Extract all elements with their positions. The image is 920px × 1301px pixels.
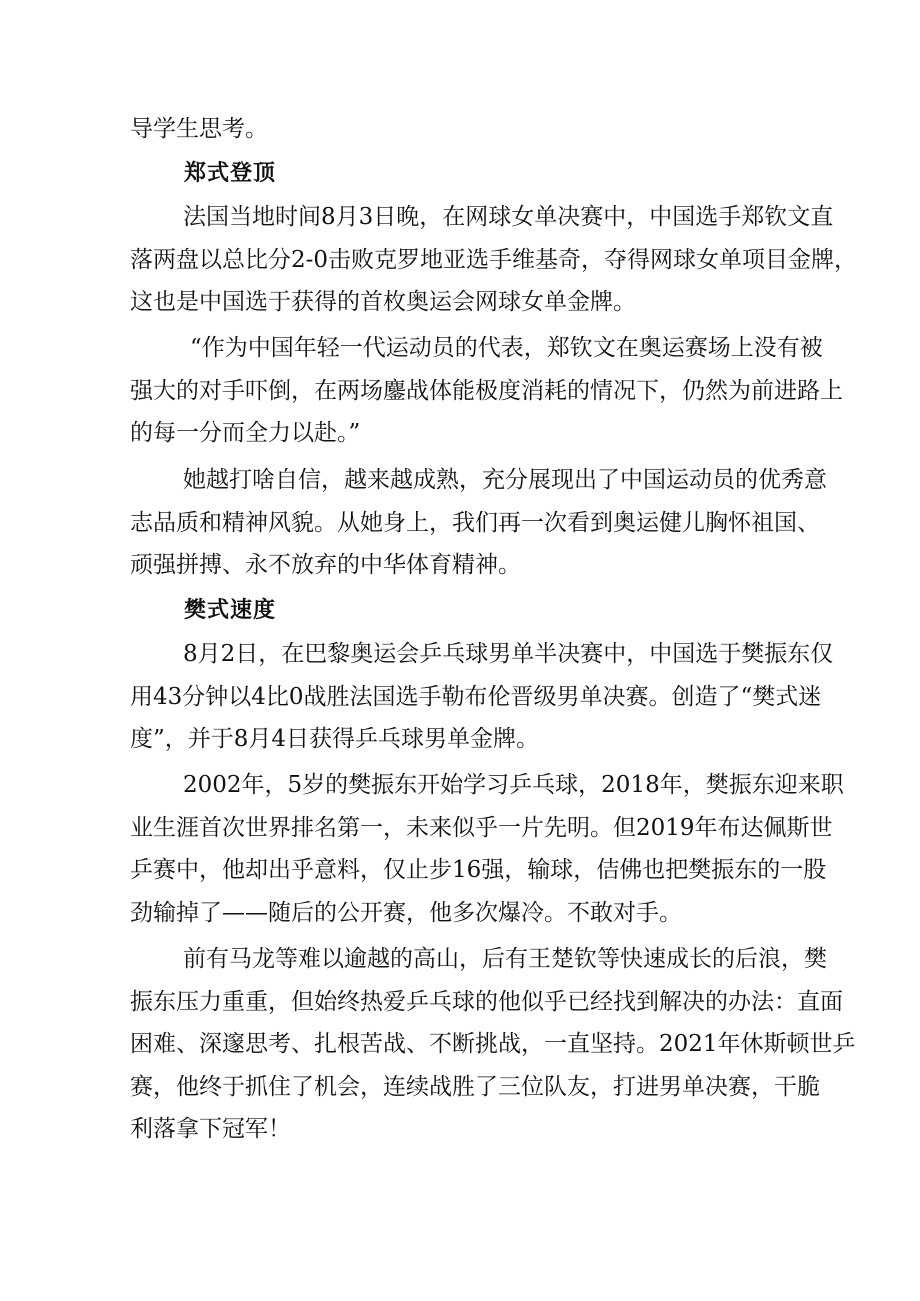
text-line: 这也是中国选于获得的首枚奥运会网球女单金牌。	[130, 289, 636, 315]
text-line: “作为中国年轻一代运动员的代表，郑钦文在奥运赛场上没有被	[190, 335, 823, 361]
section2-paragraph-3	[130, 938, 856, 1151]
intro-tail-paragraph	[130, 108, 800, 151]
text-line: 2002年，5岁的樊振东开始学习乒乓球，2018年，樊振东迎来职	[183, 772, 844, 798]
section1-quote-paragraph	[130, 327, 843, 455]
section-heading-fan: 樊式速度	[184, 597, 277, 623]
text-line: 劲输掉了——随后的公开赛，他多次爆冷。不敢对手。	[130, 899, 682, 926]
text-line: 落两盘以总比分2-0击败克罗地亚选手维基奇，夺得网球女单项目金牌，	[130, 246, 858, 273]
text-line: 业生涯首次世界排名第一，未来似乎一片先明。但2019年布达佩斯世	[130, 814, 833, 841]
section2-paragraph-2	[130, 764, 844, 934]
section1-paragraph-1	[130, 196, 858, 324]
text-line: 导学生思考。	[130, 116, 268, 142]
text-line: 赛，他终于抓住了机会，连续战胜了三位队友，打进男单决赛，干脆	[130, 1073, 820, 1100]
text-line: 用43分钟以4比0战胜法国选手勒布伦晋级男单决赛。创造了“樊式迷	[130, 683, 822, 710]
text-line: 振东压力重重，但始终热爱乒乓球的他似乎已经找到解决的办法：直面	[130, 988, 843, 1015]
text-line: 她越打啥自信，越来越成熟，充分展现出了中国运动员的优秀意	[183, 467, 827, 493]
text-line: 困难、深邃思考、扎根苦战、不断挑战，一直坚持。2021年休斯顿世乒	[130, 1031, 856, 1057]
text-line: 8月2日，在巴黎奥运会乒乓球男单半决赛中，中国选于樊振东仅	[183, 641, 834, 667]
section2-paragraph-1	[130, 633, 834, 761]
text-line: 利落拿下冠军！	[130, 1116, 291, 1142]
text-line: 度”，并于8月4日获得乒乓球男单金牌。	[130, 726, 540, 752]
text-line: 法国当地时间8月3日晚，在网球女单决赛中，中国选手郑钦文直	[183, 204, 834, 230]
section-heading-zheng: 郑式登顶	[184, 160, 277, 186]
text-line: 强大的对手吓倒，在两场鏖战体能极度消耗的情况下，仍然为前进路上	[130, 377, 843, 404]
section1-paragraph-2	[130, 459, 827, 587]
text-line: 顽强拼搏、永不放弃的中华体育精神。	[130, 552, 521, 578]
text-line: 乒赛中，他却出乎意料，仅止步16强，输球，佶佛也把樊振东的一股	[130, 857, 827, 883]
text-line: 前有马龙等难以逾越的高山，后有王楚钦等快速成长的后浪，樊	[183, 946, 827, 972]
text-line: 志品质和精神风貌。从她身上，我们再一次看到奥运健儿胸怀祖国、	[130, 509, 820, 536]
text-line: 的每一分而全力以赴。”	[130, 420, 361, 446]
